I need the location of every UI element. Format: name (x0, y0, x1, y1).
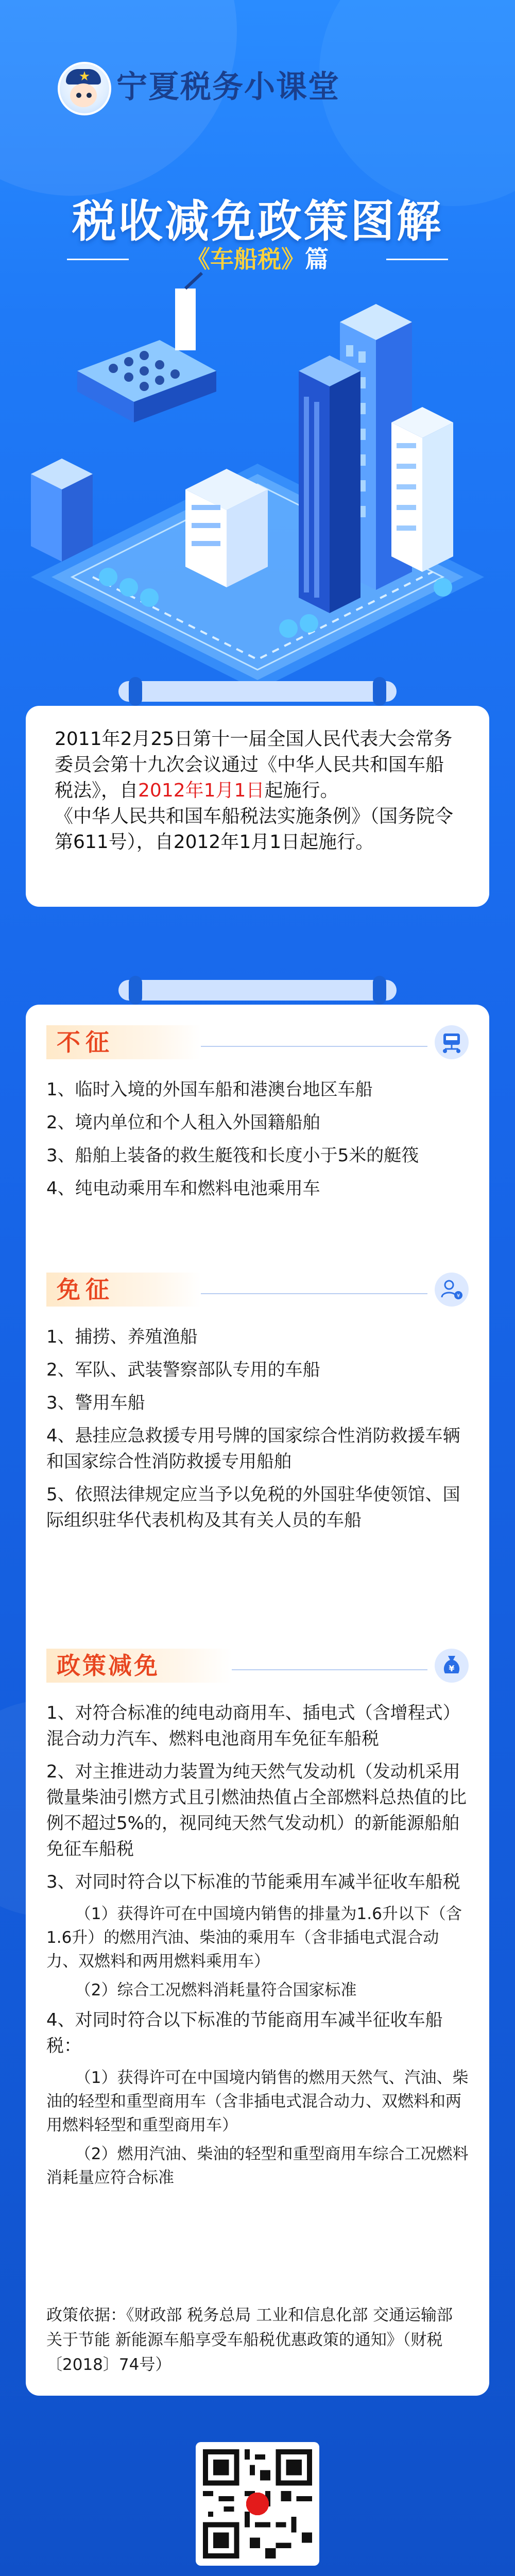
money-bag-icon (435, 1649, 469, 1683)
intro-text (55, 726, 461, 855)
brand-name: 宁夏税务小课堂 (116, 69, 340, 105)
list-subitem: （1）获得许可在中国境内销售的排量为1.6升以下（含1.6升）的燃用汽油、柴油的乘用车（含非插电式混合动力、双燃料和两用燃料乘用车） (46, 1905, 462, 1971)
list-item: 2、境内单位和个人租入外国籍船舶 (46, 1112, 320, 1133)
list-item: 3、对同时符合以下标准的节能乘用车减半征收车船税 (46, 1872, 460, 1892)
list-item: 1、临时入境的外国车船和港澳台地区车船 (46, 1079, 373, 1100)
list-item: 5、依照法律规定应当予以免税的外国驻华使领馆、国际组织驻华代表机构及其有关人员的车船 (46, 1484, 460, 1531)
card-connector (118, 675, 397, 706)
policy-card (26, 1005, 489, 2396)
qr-code[interactable] (196, 2442, 319, 2566)
divider (232, 1669, 427, 1670)
effective-date: 2012年1月1日 (138, 780, 265, 801)
section-title: 免征 (46, 1273, 201, 1307)
list-item: 4、纯电动乘用车和燃料电池乘用车 (46, 1178, 320, 1199)
list-item: 2、对主推进动力装置为纯天然气发动机（发动机采用微量柴油引燃方式且引燃油热值占全部燃料总热值的比例不超过5%的，视同纯天然气发动机）的新能源船舶免征车船税 (46, 1761, 467, 1859)
brand-row (0, 62, 515, 118)
section-header-exempt (46, 1273, 469, 1307)
divider (201, 1046, 427, 1047)
section-header-no-levy (46, 1025, 469, 1059)
intro-text-before: 2011年2月25日第十一届全国人民代表大会常务委员会第十九次会议通过《中华人民共和国车船税法》，自 (55, 728, 453, 801)
list-item: 2、军队、武装警察部队专用的车船 (46, 1360, 320, 1380)
divider (201, 1293, 427, 1294)
list-subitem: （1）获得许可在中国境内销售的燃用天然气、汽油、柴油的轻型和重型商用车（含非插电式混合动力、双燃料和两用燃料轻型和重型商用车） (46, 2069, 469, 2134)
list-policy-relief (46, 1700, 469, 2195)
city-illustration (21, 268, 494, 690)
intro-regulation: 《中华人民共和国车船税法实施条例》（国务院令第611号），自2012年1月1日起施行。 (55, 806, 454, 853)
card-connector (118, 974, 397, 1005)
list-item: 4、对同时符合以下标准的节能商用车减半征收车船税： (46, 2010, 443, 2056)
person-exempt-icon (435, 1273, 469, 1307)
mascot-logo (58, 62, 111, 115)
list-subitem: （2）综合工况燃料消耗量符合国家标准 (75, 1981, 357, 1999)
vehicle-icon (435, 1025, 469, 1059)
intro-text-after: 起施行。 (264, 780, 339, 801)
section-header-policy-relief (46, 1649, 469, 1683)
section-title: 不征 (46, 1025, 201, 1059)
list-exempt (46, 1324, 469, 1540)
list-item: 3、船舶上装备的救生艇筏和长度小于5米的艇筏 (46, 1145, 419, 1166)
list-subitem: （2）燃用汽油、柴油的轻型和重型商用车综合工况燃料消耗量应符合标准 (46, 2145, 469, 2187)
svg-text:¥: ¥ (456, 1293, 460, 1299)
policy-basis: 政策依据：《财政部 税务总局 工业和信息化部 交通运输部关于节能 新能源车船享受车船税优惠政策的通知》（财税〔2018〕74号） (46, 2306, 453, 2374)
page-title: 税收减免政策图解 (72, 196, 443, 247)
list-item: 4、悬挂应急救援专用号牌的国家综合性消防救援车辆和国家综合性消防救援专用船舶 (46, 1426, 460, 1472)
list-item: 3、警用车船 (46, 1393, 145, 1413)
subtitle-tax-name: 《车船税》 (186, 245, 305, 273)
list-no-levy (46, 1077, 469, 1209)
section-title: 政策减免 (46, 1649, 232, 1683)
svg-text:¥: ¥ (449, 1664, 455, 1673)
list-item: 1、对符合标准的纯电动商用车、插电式（含增程式）混合动力汽车、燃料电池商用车免征车船税 (46, 1703, 460, 1749)
list-item: 1、捕捞、养殖渔船 (46, 1327, 198, 1347)
subtitle-suffix: 篇 (305, 245, 329, 273)
intro-card (26, 706, 489, 907)
